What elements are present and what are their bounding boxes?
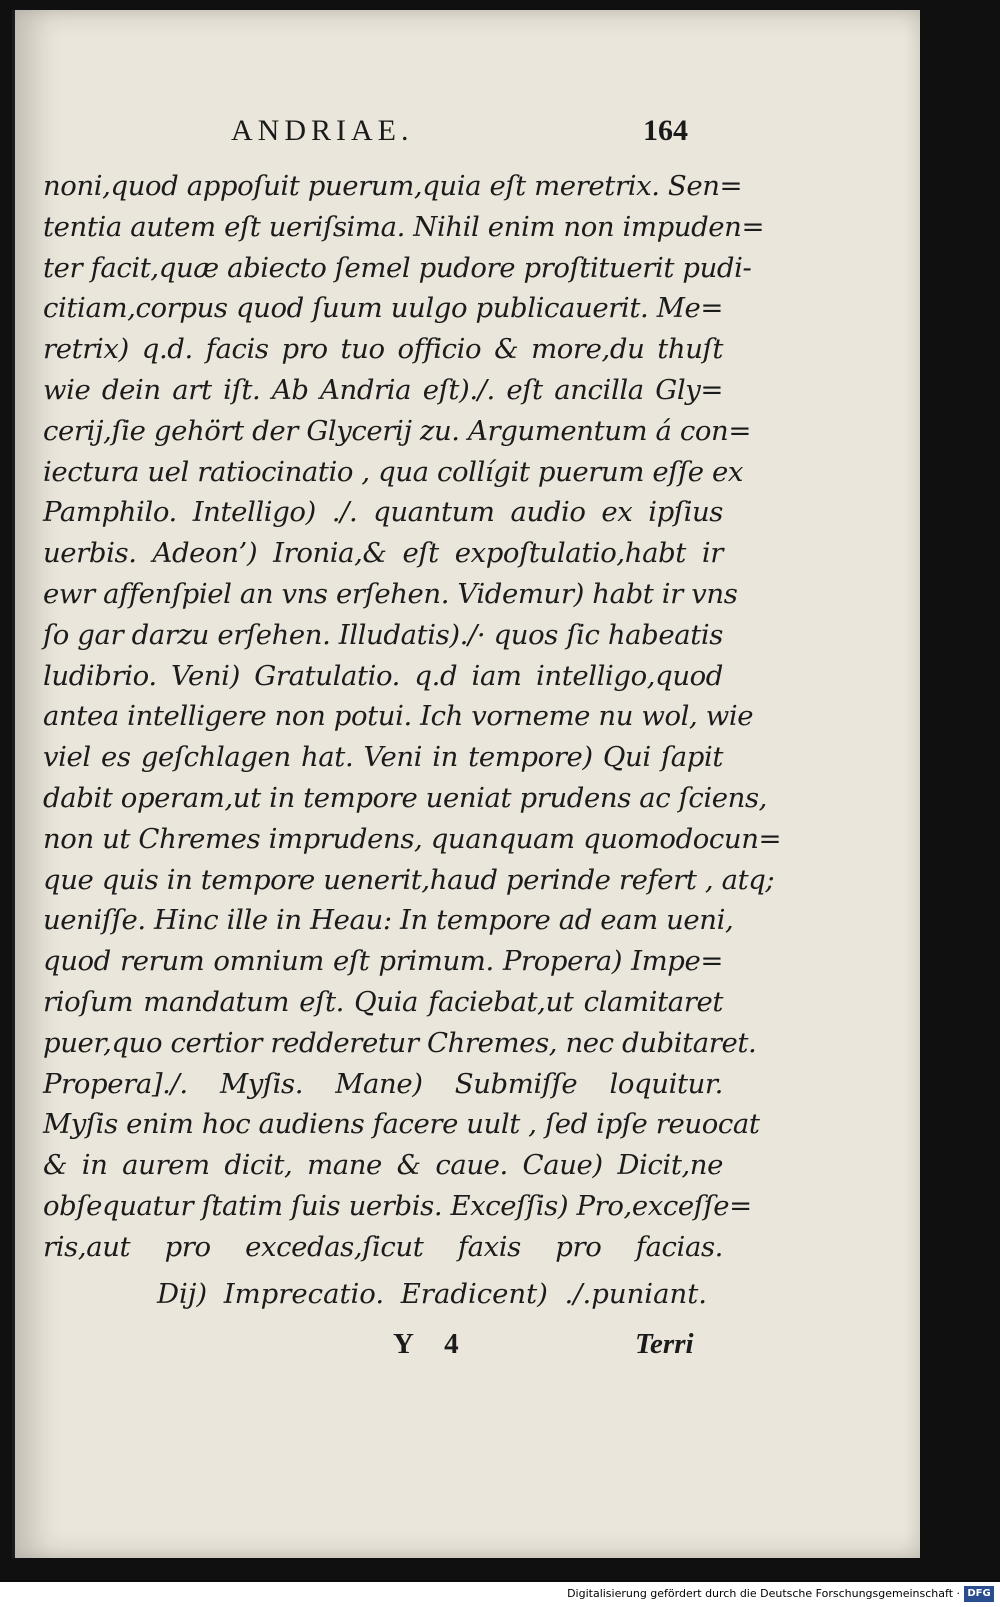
text-line: ter facit,quæ abiecto ſemel pudore proſtituerit pudi- [43,251,752,284]
text-line: ris,aut pro excedas,ſicut faxis pro facias. [43,1230,723,1263]
text-line: que quis in tempore uenerit,haud perinde refert , atq; [43,863,775,896]
text-line: Propera]./. Myſis. Mane) Submiſſe loquitur. [43,1067,723,1100]
page-number: 164 [643,114,688,147]
text-line: ludibrio. Veni) Gratulatio. q.d iam intelligo,quod [43,659,723,692]
text-line: dabit operam,ut in tempore ueniat prudens ac ſciens, [43,781,767,814]
text-line: cerij,ſie gehört der Glycerij zu. Argumentum á con= [43,414,752,447]
book-page [12,10,920,1558]
text-line: Myſis enim hoc audiens facere uult , ſed ipſe reuocat [43,1108,760,1141]
text-line: rioſum mandatum eſt. Quia faciebat,ut clamitaret [43,985,723,1018]
text-line: puer,quo certior redderetur Chremes, nec dubitaret. [43,1026,757,1059]
text-line: noni,quod appoſuit puerum,quia eſt meretrix. Sen= [43,170,743,202]
text-line: obſequatur ſtatim ſuis uerbis. Exceſſis) Pro,exceſſe= [43,1189,752,1222]
text-line: viel es geſchlagen hat. Veni in tempore) Qui ſapit [43,741,723,774]
text-line: citiam,corpus quod ſuum uulgo publicauerit. Me= [43,292,723,325]
text-line: wie dein art iſt. Ab Andria eſt)./. eſt ancilla Gly= [43,373,723,406]
text-line: Pamphilo. Intelligo) ./. quantum audio ex ipſius [43,496,723,529]
text-line: quod rerum omnium eſt primum. Propera) Impe= [43,945,723,978]
text-line: retrix) q.d. facis pro tuo officio & more,du thuſt [43,333,723,366]
dfg-logo-icon: DFG [964,1586,994,1602]
text-line: ueniſſe. Hinc ille in Heau: In tempore ad eam ueni, [43,904,734,937]
commentary-text-block [43,166,782,1268]
running-head: ANDRIAE. [231,114,414,147]
catchline: Dij) Imprecatio. Eradicent) ./.puniant. [157,1278,707,1310]
text-line: ewr affenſpiel an vns erſehen. Videmur) habt ir vns [43,577,738,610]
text-line: uerbis. Adeon’) Ironia,& eſt expoſtulatio,habt ir [43,537,723,570]
page-header [15,114,920,154]
text-line: tentia autem eſt ueriſsima. Nihil enim non impuden= [43,210,765,243]
text-line: & in aurem dicit, mane & caue. Caue) Dicit,ne [43,1149,723,1182]
text-line: non ut Chremes imprudens, quanquam quomodocun= [43,822,782,855]
text-line: iectura uel ratiocinatio , qua collígit puerum eſſe ex [43,455,743,488]
catchword: Terri [635,1328,694,1360]
funding-credit: Digitalisierung gefördert durch die Deutsche Forschungsgemeinschaft · [567,1587,960,1600]
text-line: ſo gar darzu erſehen. Illudatis)./· quos ſic habeatis [43,618,723,651]
page-footer [15,1328,920,1368]
credit-bar [0,1582,1000,1607]
text-line: antea intelligere non potui. Ich vorneme nu wol, wie [43,700,754,733]
signature-mark: Y 4 [393,1328,471,1360]
